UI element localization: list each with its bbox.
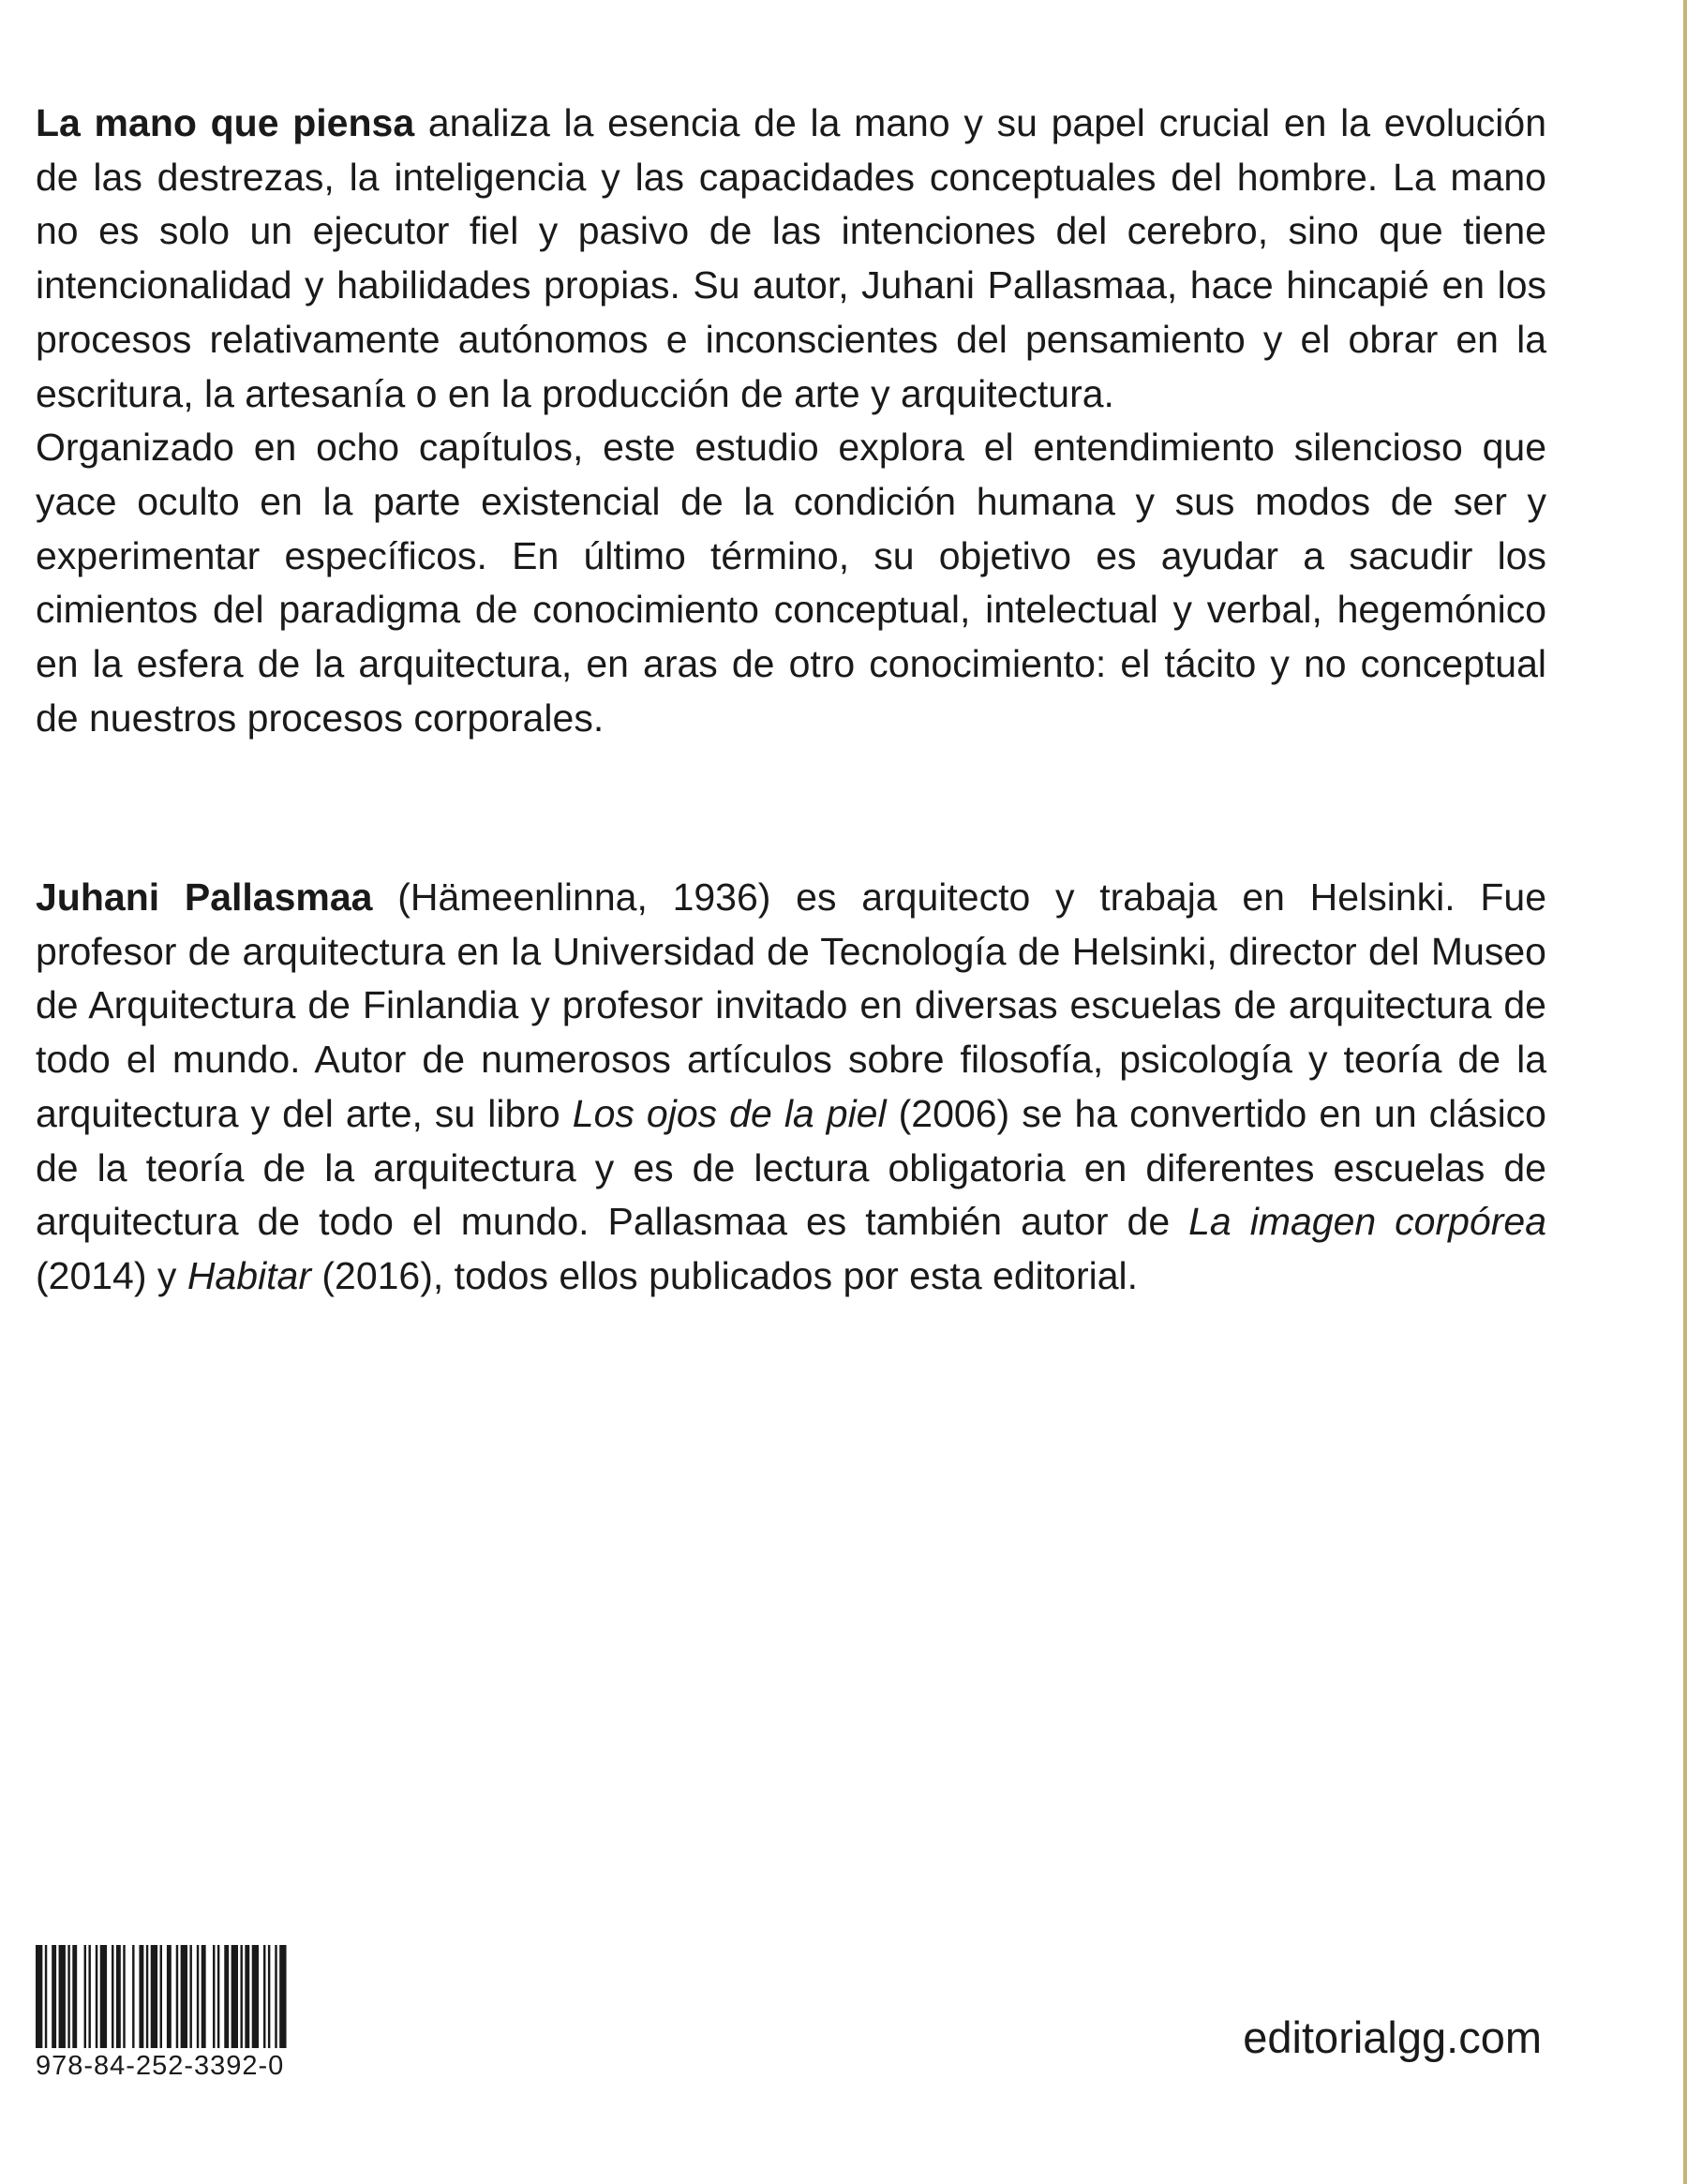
barcode-bar (45, 1945, 47, 2048)
description-text-2: Organizado en ocho capítulos, este estudio explora el entendimiento silencioso que yace oculto en la parte existencial de la condición humana y sus modos de ser y experimentar específicos. En último término, su objetivo es ayudar a sacudir los cimientos del paradigma de conocimiento conceptual, intelectual y verbal, hegemónico en la esfera de la arquitectura, en aras de otro conocimiento: el tácito y no conceptual de nuestros procesos corporales. (36, 426, 1546, 740)
barcode-bar (268, 1945, 270, 2048)
barcode-bar (84, 1945, 86, 2048)
author-bio (36, 871, 1546, 1304)
barcode-bar (224, 1945, 229, 2048)
barcode-bar (197, 1945, 199, 2048)
description-paragraph-1 (36, 97, 1546, 421)
book-description (36, 97, 1546, 745)
book-ref-ojos-de-la-piel: Los ojos de la piel (572, 1091, 887, 1135)
spine-edge-line (1683, 0, 1687, 2184)
barcode-bar (52, 1945, 56, 2048)
publisher-website: editorialgg.com (1243, 2012, 1542, 2062)
barcode-bar (112, 1945, 113, 2048)
barcode-bar (231, 1945, 238, 2048)
description-paragraph-2 (36, 421, 1546, 745)
barcode-bar (96, 1945, 97, 2048)
author-name: Juhani Pallasmaa (36, 875, 373, 919)
barcode-bar (146, 1945, 148, 2048)
barcode-bar (240, 1945, 242, 2048)
isbn-number: 978-84-252-3392-0 (36, 2051, 285, 2081)
barcode-bar (245, 1945, 249, 2048)
barcode-bar (160, 1945, 162, 2048)
description-text-1: analiza la esencia de la mano y su papel crucial en la evolución de las destrezas, la inteligencia y las capacidades conceptuales del hombre. La mano no es solo un ejecutor fiel y pasivo de las intenciones del cerebro, sino que tiene intencionalidad y habilidades propias. Su autor, Juhani Pallasmaa, hace hincapié en los procesos relativamente autónomos e inconscientes del pensamiento y el obrar en la escritura, la artesanía o en la producción de arte y arquitectura. (36, 101, 1546, 415)
barcode-bar (59, 1945, 66, 2048)
barcode (36, 1945, 289, 2048)
author-text-3: (2014) y (36, 1253, 187, 1297)
barcode-bar (67, 1945, 69, 2048)
author-text-4: (2016), todos ellos publicados por esta editorial. (310, 1253, 1139, 1297)
barcode-bar (88, 1945, 90, 2048)
barcode-bar (151, 1945, 157, 2048)
barcode-bar (72, 1945, 77, 2048)
book-ref-habitar: Habitar (187, 1253, 311, 1297)
barcode-bar (263, 1945, 265, 2048)
barcode-bar (167, 1945, 172, 2048)
barcode-bar (123, 1945, 125, 2048)
barcode-bar (275, 1945, 276, 2048)
barcode-bar (217, 1945, 219, 2048)
barcode-bar (213, 1945, 215, 2048)
barcode-bar (202, 1945, 206, 2048)
barcode-bar (176, 1945, 178, 2048)
barcode-bar (139, 1945, 143, 2048)
barcode-bar (116, 1945, 121, 2048)
barcode-bar (279, 1945, 286, 2048)
book-ref-imagen-corporea: La imagen corpórea (1188, 1200, 1546, 1244)
barcode-bar (181, 1945, 187, 2048)
author-text-2: (2006) se ha convertido en un clásico de la teoría de la arquitectura y es de lectura obligatoria en diferentes escuelas de arquitectura de todo el mundo. Pallasmaa es también autor de (36, 1091, 1546, 1244)
book-title: La mano que piensa (36, 101, 415, 144)
barcode-bar (132, 1945, 134, 2048)
barcode-bar (36, 1945, 42, 2048)
barcode-bar (100, 1945, 107, 2048)
author-text-1: (Hämeenlinna, 1936) es arquitecto y trabaja en Helsinki. Fue profesor de arquitectura en la Universidad de Tecnología de Helsinki, director del Museo de Arquitectura de Finlandia y profesor invitado en diversas escuelas de arquitectura de todo el mundo. Autor de numerosos artículos sobre filosofía, psicología y teoría de la arquitectura y del arte, su libro (36, 875, 1546, 1135)
barcode-bar (252, 1945, 259, 2048)
author-paragraph (36, 871, 1546, 1304)
barcode-bar (189, 1945, 191, 2048)
